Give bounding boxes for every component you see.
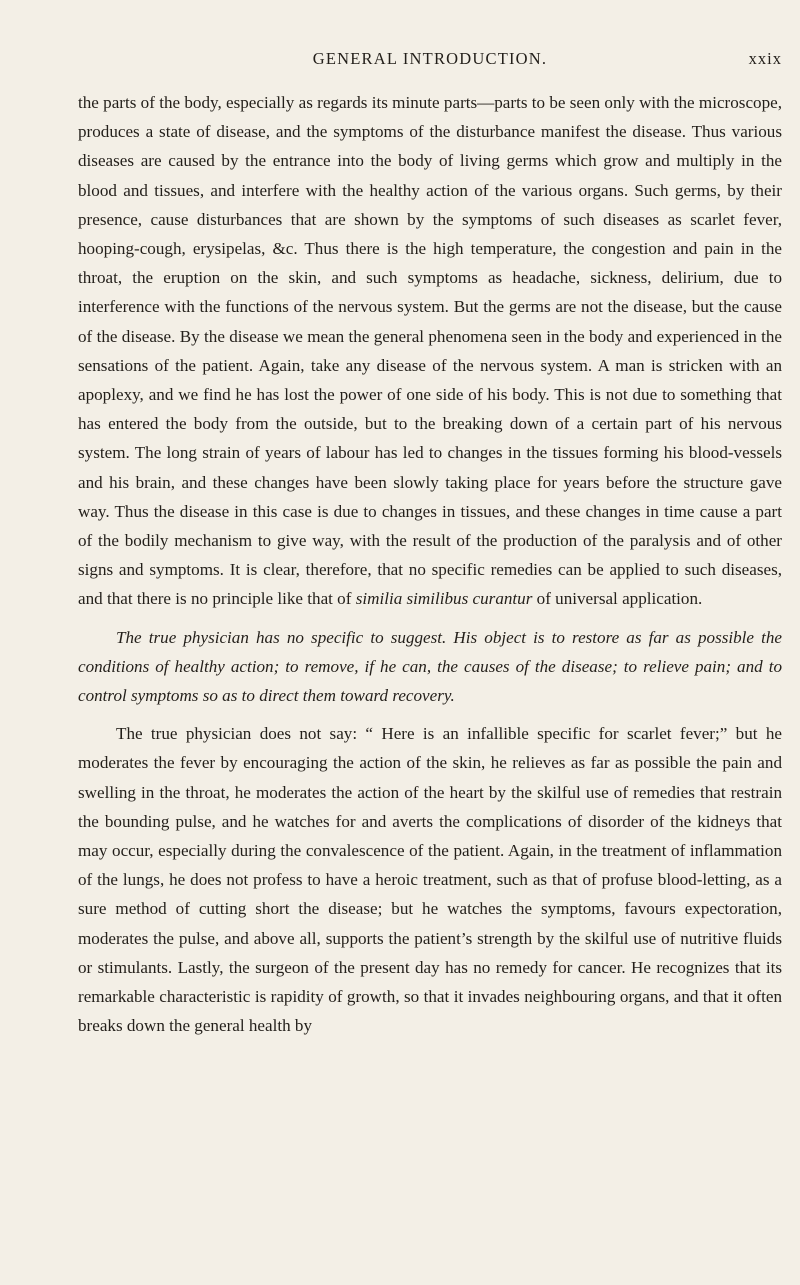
paragraph-text: the parts of the body, especially as regards its minute parts—parts to be seen only with the microscope, produces a state of disease, and the symptoms of the disturbance manifest the disease. Thus various diseases are caused by the entrance into the body of living germs which grow and multiply in the blood and tissues, and interfere with the healthy action of the various organs. Such germs, by their presence, cause disturbances that are shown by the symptoms of such diseases as scarlet fever, hooping-cough, erysipelas, &c. Thus there is the high temperature, the congestion and pain in the throat, the eruption on the skin, and such symptoms as headache, sickness, delirium, due to interference with the functions of the nervous system. But the germs are not the disease, but the cause of the disease. By the disease we mean the general phenomena seen in the body and experienced in the sensations of the patient. Again, take any disease of the nervous system. A man is stricken with an apoplexy, and we find he has lost the power of one side of his body. This is not due to something that has entered the body from the outside, but to the breaking down of a certain part of his nervous system. The long strain of years of labour has led to changes in the tissues forming his blood-vessels and his brain, and these changes have been slowly taking place for years before the structure gave way. Thus the disease in this case is due to changes in tissues, and these changes in time cause a part of the bodily mechanism to give way, with the result of the production of the paralysis and of other signs and symptoms. It is clear, therefore, that no specific remedies can be applied to such diseases, and that there is no principle like that of [78, 93, 782, 609]
principle-text: The true physician has no specific to suggest. His object is to restore as far as possible the conditions of healthy action; to remove, if he can, the causes of the disease; to relieve pain; and to control symptoms so as to direct them toward recovery. [78, 627, 782, 706]
running-title: GENERAL INTRODUCTION. [312, 49, 548, 68]
page-number: xxix [748, 49, 782, 68]
body-text [78, 88, 782, 1041]
latin-phrase: similia similibus curantur [355, 589, 533, 609]
paragraph-text: The true physician does not say: “ Here is an infallible specific for scarlet fever;” but he moderates the fever by encouraging the action of the skin, he relieves as far as possible the pain and swelling in the throat, he moderates the action of the heart by the skilful use of remedies that restrain the bounding pulse, and he watches for and averts the complications of disorder of the kidneys that may occur, especially during the convalescence of the patient. Again, in the treatment of inflammation of the lungs, he does not profess to have a heroic treatment, such as that of profuse blood-letting, as a sure method of cutting short the disease; but he watches the symptoms, favours expectoration, moderates the pulse, and above all, supports the patient’s strength by the skilful use of nutritive fluids or stimulants. Lastly, the surgeon of the present day has no remedy for cancer. He recognizes that its remarkable characteristic is rapidity of growth, so that it invades neighbouring organs, and that it often breaks down the general health by [78, 724, 782, 1036]
paragraph-continued [78, 88, 782, 614]
paragraph-true-physician [78, 719, 782, 1040]
italic-principle-paragraph [78, 623, 782, 711]
running-head [78, 49, 782, 73]
paragraph-text-end: of universal application. [536, 589, 703, 609]
